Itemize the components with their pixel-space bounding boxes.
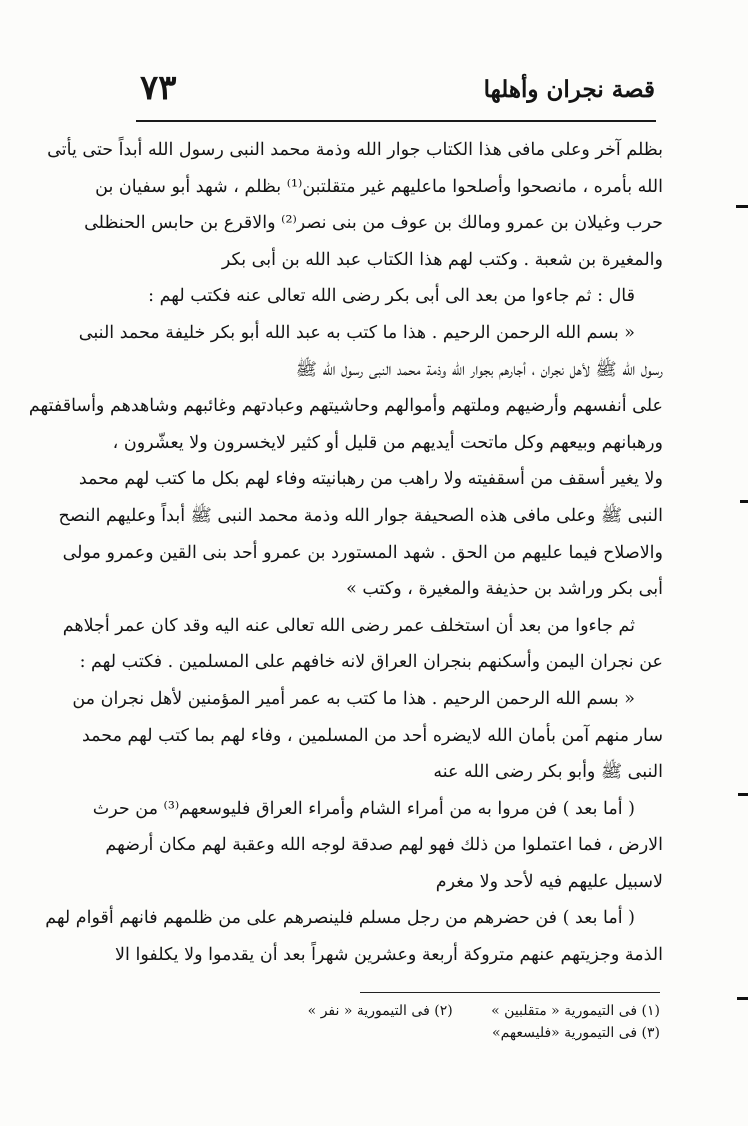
text-line: سار منهم آمن بأمان الله لايضره أحد من المسلمين ، وفاء لهم بما كتب لهم محمد — [82, 725, 663, 746]
text-line: الله بأمره ، مانصحوا وأصلحوا ماعليهم غير متقلتبن⁽¹⁾ بظلم ، شهد أبو سفيان بن — [95, 176, 663, 197]
text-line: ( أما بعد ) فن حضرهم من رجل مسلم فلينصرهم على من ظلمهم فانهم أقوام لهم — [45, 908, 635, 929]
binding-mark — [738, 793, 748, 796]
body-text — [28, 132, 663, 974]
page-header — [140, 70, 655, 114]
text-line: بظلم آخر وعلى مافى هذا الكتاب جوار الله وذمة محمد النبى رسول الله أبداً حتى يأتى — [47, 140, 663, 160]
footnote-3: (٣) فى التيمورية «فليسعهم» — [492, 1025, 660, 1041]
text-line: النبى ﷺ وعلى مافى هذه الصحيفة جوار الله وذمة محمد النبى ﷺ أبداً وعليهم النصح — [58, 505, 663, 526]
text-line: عن نجران اليمن وأسكنهم بنجران العراق لانه خافهم على المسلمين . فكتب لهم : — [79, 652, 663, 673]
text-line: « بسم الله الرحمن الرحيم . هذا ما كتب به عبد الله أبو بكر خليفة محمد النبى — [78, 322, 635, 343]
text-line: « بسم الله الرحمن الرحيم . هذا ما كتب به عمر أمير المؤمنين لأهل نجران من — [72, 688, 635, 709]
footnotes — [200, 1000, 660, 1044]
text-line: لاسبيل عليهم فيه لأحد ولا مغرم — [435, 871, 663, 892]
binding-mark — [740, 500, 748, 503]
text-line: رسول الله ﷺ لأهل نجران ، أجارهم بجوار الله وذمة محمد النبى رسول الله ﷺ — [295, 359, 663, 380]
text-line: ( أما بعد ) فن مروا به من أمراء الشام وأمراء العراق فليوسعهم⁽³⁾ من حرث — [92, 798, 635, 819]
text-line: الارض ، فما اعتملوا من ذلك فهو لهم صدقة لوجه الله وعقبة لهم مكان أرضهم — [105, 835, 663, 856]
text-line: الذمة وجزيتهم عنهم متروكة أربعة وعشرين شهراً بعد أن يقدموا ولا يكلفوا الا — [115, 945, 663, 966]
binding-mark — [737, 997, 748, 1000]
page-number: ٧٣ — [140, 68, 177, 108]
running-title: قصة نجران وأهلها — [483, 76, 655, 103]
text-line: حرب وغيلان بن عمرو ومالك بن عوف من بنى نصر⁽²⁾ والاقرع بن حابس الحنظلى — [84, 213, 663, 234]
footnote-rule — [360, 992, 660, 993]
text-line: ولا يغير أسقف من أسقفيته ولا راهب من رهبانيته وفاء لهم بكل ما كتب لهم محمد — [78, 469, 663, 490]
text-line: والاصلاح فيما عليهم من الحق . شهد المستورد بن عمرو أحد بنى القين وعمرو مولى — [62, 542, 663, 563]
text-line: على أنفسهم وأرضيهم وملتهم وأموالهم وحاشيتهم وعبادتهم وغائبهم وشاهدهم وأساقفتهم — [28, 396, 663, 417]
binding-mark — [736, 205, 748, 208]
text-line: ورهبانهم وبيعهم وكل ماتحت أيديهم من قليل أو كثير لايخسرون ولا يعشّرون ، — [112, 432, 663, 453]
text-line: والمغيرة بن شعبة . وكتب لهم هذا الكتاب عبد الله بن أبى بكر — [221, 249, 663, 270]
text-line: ثم جاءوا من بعد أن استخلف عمر رضى الله تعالى عنه اليه وقد كان عمر أجلاهم — [62, 615, 635, 636]
text-line: قال : ثم جاءوا من بعد الى أبى بكر رضى الله تعالى عنه فكتب لهم : — [148, 286, 635, 307]
header-rule — [136, 120, 656, 122]
footnote-1: (١) فى التيمورية « متقلبين » — [491, 1003, 660, 1019]
text-line: أبى بكر وراشد بن حذيفة والمغيرة ، وكتب » — [346, 579, 663, 600]
text-line: النبى ﷺ وأبو بكر رضى الله عنه — [433, 762, 663, 783]
footnote-2: (٢) فى التيمورية « نفر » — [307, 1003, 453, 1019]
